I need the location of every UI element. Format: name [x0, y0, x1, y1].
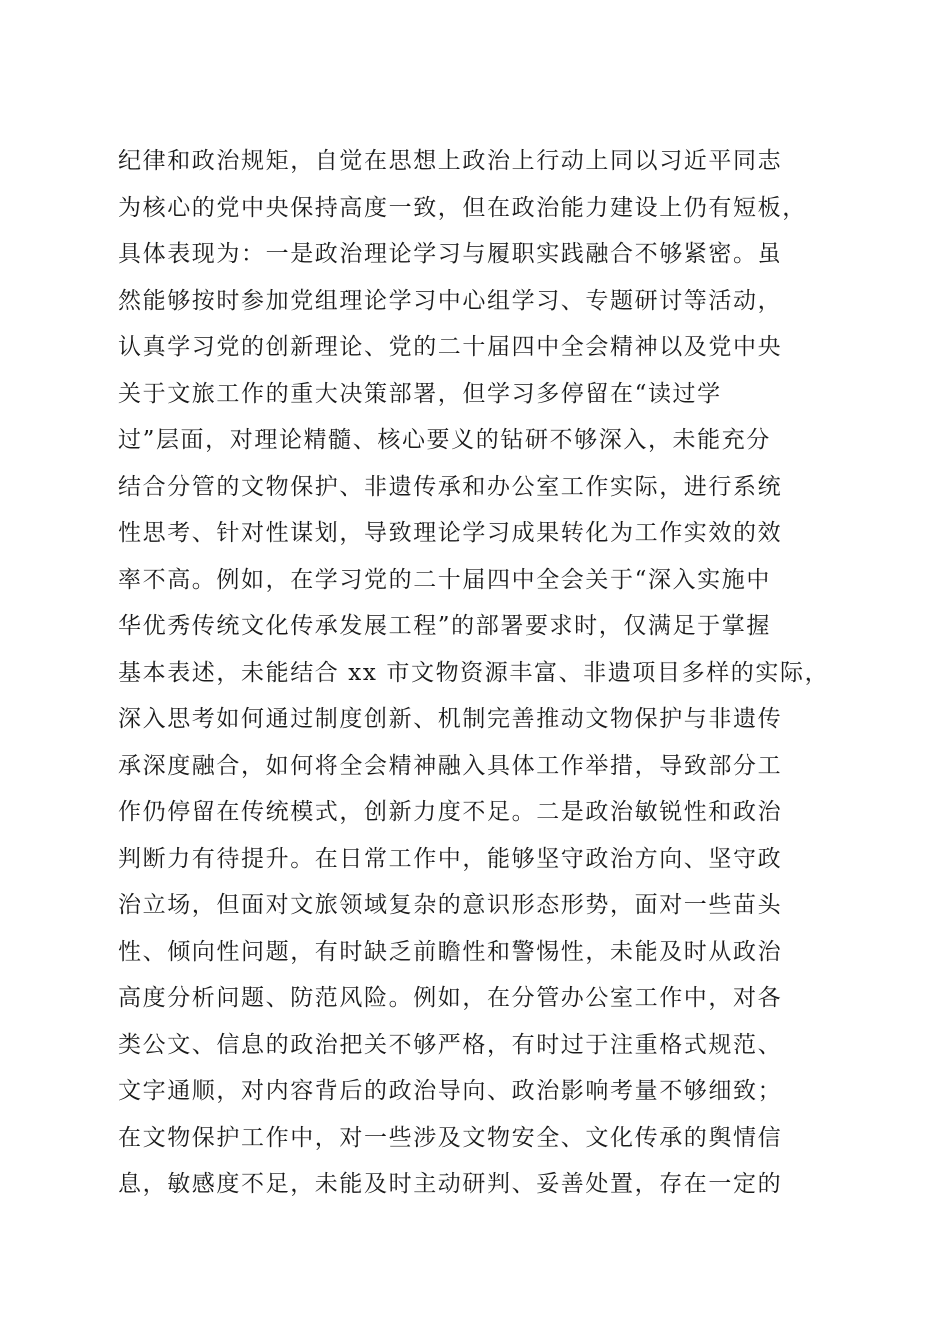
text-line: 息，敏感度不足，未能及时主动研判、妥善处置，存在一定的 — [118, 1171, 783, 1197]
text-line: 率不高。例如，在学习党的二十届四中全会关于“深入实施中 — [118, 566, 771, 593]
text-line: 性、倾向性问题，有时缺乏前瞻性和警惕性，未能及时从政治 — [118, 938, 783, 965]
text-line: 深入思考如何通过制度创新、机制完善推动文物保护与非遗传 — [118, 706, 783, 732]
text-line: 然能够按时参加党组理论学习中心组学习、专题研讨等活动， — [118, 287, 783, 314]
text-line: 治立场，但面对文旅领域复杂的意识形态形势，面对一些苗头 — [118, 892, 783, 918]
text-line: 具体表现为：一是政治理论学习与履职实践融合不够紧密。虽 — [118, 241, 783, 267]
text-line: 基本表述，未能结合 xx 市文物资源丰富、非遗项目多样的实际， — [118, 659, 830, 686]
text-line: 承深度融合，如何将全会精神融入具体工作举措，导致部分工 — [118, 752, 783, 779]
text-line: 在文物保护工作中，对一些涉及文物安全、文化传承的舆情信 — [118, 1124, 783, 1151]
text-line: 华优秀传统文化传承发展工程”的部署要求时，仅满足于掌握 — [118, 613, 771, 639]
text-line: 纪律和政治规矩，自觉在思想上政治上行动上同以习近平同志 — [118, 148, 783, 174]
text-line: 文字通顺，对内容背后的政治导向、政治影响考量不够细致； — [118, 1078, 783, 1104]
text-line: 为核心的党中央保持高度一致，但在政治能力建设上仍有短板， — [118, 194, 807, 221]
text-line: 类公文、信息的政治把关不够严格，有时过于注重格式规范、 — [118, 1031, 783, 1058]
text-line: 高度分析问题、防范风险。例如，在分管办公室工作中，对各 — [118, 985, 783, 1011]
text-line: 结合分管的文物保护、非遗传承和办公室工作实际，进行系统 — [118, 473, 783, 500]
text-line: 作仍停留在传统模式，创新力度不足。二是政治敏锐性和政治 — [118, 799, 783, 825]
text-line: 判断力有待提升。在日常工作中，能够坚守政治方向、坚守政 — [118, 845, 783, 872]
text-line: 关于文旅工作的重大决策部署，但学习多停留在“读过学 — [118, 380, 722, 407]
text-line: 过”层面，对理论精髓、核心要义的钻研不够深入，未能充分 — [118, 427, 771, 453]
text-line: 性思考、针对性谋划，导致理论学习成果转化为工作实效的效 — [118, 520, 783, 546]
body-paragraph — [118, 138, 838, 1208]
text-line: 认真学习党的创新理论、党的二十届四中全会精神以及党中央 — [118, 334, 783, 360]
